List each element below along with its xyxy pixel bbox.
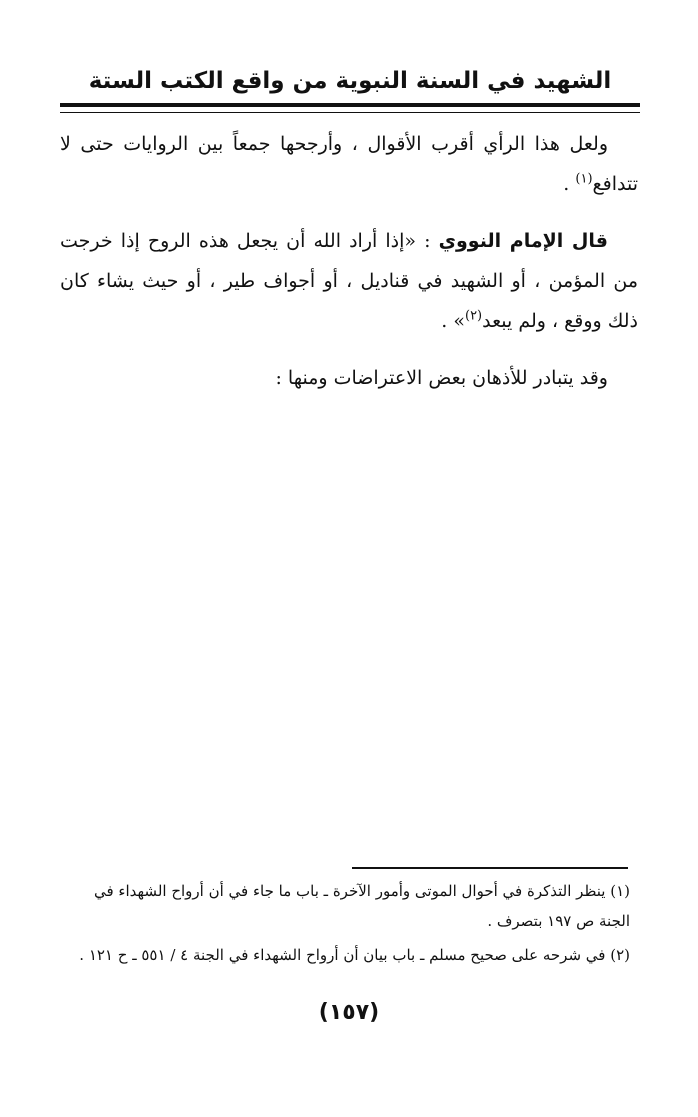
paragraph-3-text: وقد يتبادر للأذهان بعض الاعتراضات ومنها : [275,367,608,389]
footnote-2: (٢) في شرحه على صحيح مسلم ـ باب بيان أن أرواح الشهداء في الجنة ٤ / ٥٥١ ـ ح ١٢١ . [79,946,630,964]
footnote-1: (١) ينظر التذكرة في أحوال الموتى وأمور الآخرة ـ باب ما جاء في أن أرواح الشهداء في الجنة ص ١٩٧ بتصرف . [93,882,630,930]
footnote-ref-1: (١) [575,171,593,187]
main-text [60,124,638,415]
header-rule-thick [60,103,640,107]
page-number: (١٥٧) [318,1000,380,1025]
footnotes [60,876,630,974]
footnote-separator [352,867,628,869]
footnote-ref-2: (٢) [464,308,483,324]
paragraph-3 [60,358,638,398]
running-header: الشهيد في السنة النبوية من واقع الكتب الستة [88,68,612,94]
paragraph-1 [60,124,638,204]
paragraph-1-end: . [563,173,576,195]
paragraph-1-text: ولعل هذا الرأي أقرب الأقوال ، وأرجحها جمعاً بين الروايات حتى لا تتدافع [60,133,638,195]
header-rule-thin [60,112,640,113]
paragraph-2-text: : «إذا أراد الله أن يجعل هذه الروح إذا خرجت من المؤمن ، أو الشهيد في قناديل ، أو أجواف طير ، أو حيث يشاء كان ذلك ووقع ، ولم يبعد [60,230,638,332]
paragraph-2-lead: قال الإمام النووي [438,230,608,252]
paragraph-2-end: » . [441,310,465,332]
paragraph-2 [60,221,638,341]
